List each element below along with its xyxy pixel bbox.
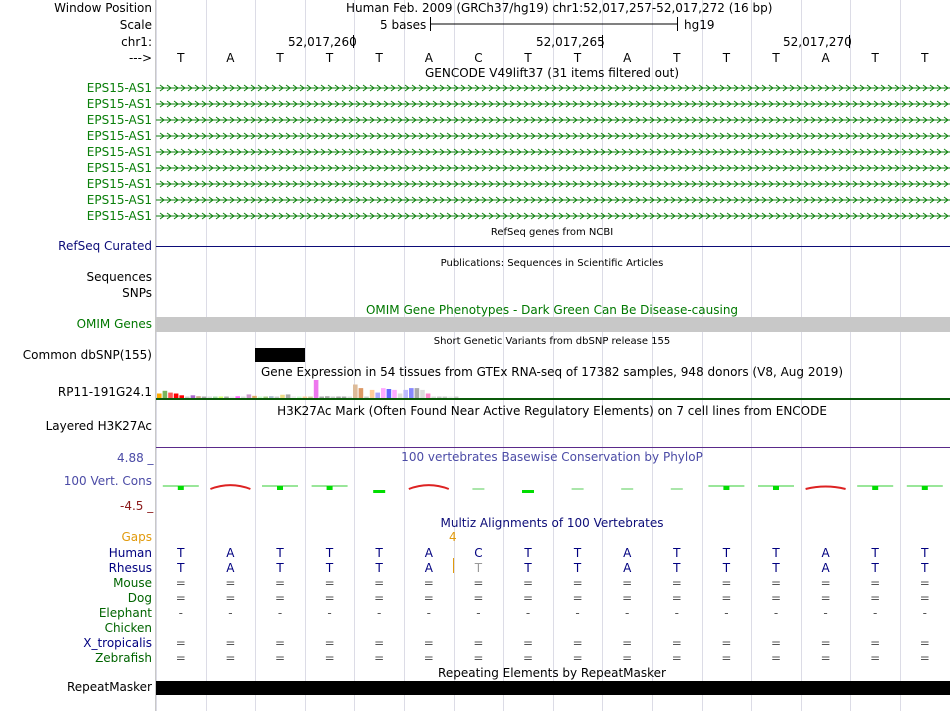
alignment-base: T xyxy=(673,546,681,560)
alignment-base: = xyxy=(820,591,831,605)
alignment-base: = xyxy=(473,591,484,605)
alignment-base: = xyxy=(770,591,782,605)
gene-label-eps15-as1[interactable]: EPS15-AS1 xyxy=(86,113,152,127)
alignment-base: = xyxy=(522,576,534,590)
repeatmasker-track-title[interactable]: Repeating Elements by RepeatMasker xyxy=(438,666,666,680)
alignment-base: = xyxy=(374,651,385,665)
alignment-base: = xyxy=(919,636,930,650)
gtex-tissue-bar xyxy=(403,390,408,398)
gtex-tissue-bar xyxy=(174,394,179,399)
gtex-tissue-bar xyxy=(308,397,313,399)
alignment-base: T xyxy=(921,546,929,560)
gtex-tissue-bar xyxy=(275,397,280,399)
gtex-tissue-bar xyxy=(431,397,436,399)
dbsnp-track-title[interactable]: Short Genetic Variants from dbSNP release 155 xyxy=(433,336,671,347)
alignment-base: = xyxy=(423,591,434,605)
alignment-base: - xyxy=(625,606,630,620)
dbsnp-track-label[interactable]: Common dbSNP(155) xyxy=(22,348,152,362)
chrom-label: chr1: xyxy=(121,35,152,49)
alignment-base: = xyxy=(919,651,930,665)
gtex-tissue-bar xyxy=(297,397,302,399)
coord-label-1: 52,017,260 xyxy=(288,35,357,49)
gtex-tissue-bar xyxy=(185,397,190,399)
alignment-base: = xyxy=(770,636,782,650)
alignment-base: T xyxy=(177,561,185,575)
gtex-tissue-bar xyxy=(269,396,274,398)
repeatmasker-track-label[interactable]: RepeatMasker xyxy=(66,680,152,694)
alignment-base: - xyxy=(277,606,283,620)
alignment-base: = xyxy=(919,591,930,605)
alignment-base: = xyxy=(324,651,335,665)
gene-label-eps15-as1[interactable]: EPS15-AS1 xyxy=(86,81,152,95)
phylop-track-label[interactable]: 100 Vert. Cons xyxy=(63,474,152,488)
gtex-tissue-bar xyxy=(303,397,308,399)
alignment-base: = xyxy=(622,576,633,590)
species-label[interactable]: Dog xyxy=(127,591,152,605)
gtex-tissue-bar xyxy=(409,388,414,398)
alignment-base: = xyxy=(324,591,335,605)
gtex-tissue-bar xyxy=(252,396,257,398)
gtex-tissue-bar xyxy=(230,397,235,399)
window-position-text: Human Feb. 2009 (GRCh37/hg19) chr1:52,017,257-52,017,272 (16 bp) xyxy=(346,1,773,15)
repeatmasker-bar xyxy=(156,681,950,695)
omim-track-label[interactable]: OMIM Genes xyxy=(76,317,152,331)
alignment-base: = xyxy=(671,576,682,590)
base-letter: T xyxy=(375,51,383,65)
gtex-tissue-bar xyxy=(319,397,324,399)
species-label[interactable]: Rhesus xyxy=(108,561,152,575)
alignment-base: - xyxy=(724,606,729,620)
phylop-track-title[interactable]: 100 vertebrates Basewise Conservation by PhyloP xyxy=(401,450,703,464)
alignment-base: = xyxy=(225,651,236,665)
alignment-base: - xyxy=(525,606,531,620)
alignment-base: = xyxy=(820,636,831,650)
gtex-tissue-bar xyxy=(202,397,207,399)
alignment-base: A xyxy=(424,546,433,560)
gtex-tissue-bar xyxy=(179,395,184,398)
alignment-base: T xyxy=(325,561,334,575)
alignment-base: T xyxy=(474,561,483,575)
phylop-bar xyxy=(922,486,928,490)
gtex-tissue-bar xyxy=(420,390,425,398)
publications-track-title[interactable]: Publications: Sequences in Scientific Articles xyxy=(440,258,664,269)
alignment-base: = xyxy=(423,576,434,590)
alignment-base: = xyxy=(423,651,434,665)
base-letter: T xyxy=(325,51,334,65)
phylop-bar xyxy=(723,486,729,490)
alignment-base: T xyxy=(871,561,879,575)
alignment-base: = xyxy=(274,591,286,605)
species-label[interactable]: X_tropicalis xyxy=(83,636,152,650)
gtex-tissue-bar xyxy=(213,397,218,399)
species-label[interactable]: Mouse xyxy=(113,576,152,590)
gtex-tissue-bar xyxy=(437,397,442,399)
base-letter: T xyxy=(772,51,780,65)
gtex-tissue-bar xyxy=(286,394,291,398)
alignment-base: - xyxy=(228,606,233,620)
alignment-base: - xyxy=(674,606,679,620)
gtex-tissue-bar xyxy=(325,396,330,398)
gtex-tissue-bar xyxy=(398,394,403,399)
alignment-base: A xyxy=(623,561,632,575)
alignment-base: = xyxy=(721,576,732,590)
alignment-base: - xyxy=(873,606,878,620)
gtex-tissue-bar xyxy=(247,394,252,398)
phylop-bar xyxy=(872,486,878,490)
gene-label-eps15-as1[interactable]: EPS15-AS1 xyxy=(86,161,152,175)
phylop-bar xyxy=(327,486,333,490)
alignment-base: = xyxy=(721,591,732,605)
phylop-bar xyxy=(773,486,779,490)
window-position-label: Window Position xyxy=(54,1,152,15)
base-letter: T xyxy=(524,51,532,65)
gtex-tissue-bar xyxy=(443,397,448,399)
alignment-base: = xyxy=(175,576,186,590)
alignment-base: = xyxy=(622,636,633,650)
scale-assembly: hg19 xyxy=(684,18,715,32)
gtex-tissue-bar xyxy=(364,397,369,399)
alignment-base: T xyxy=(722,546,731,560)
alignment-base: T xyxy=(524,561,532,575)
gtex-tissue-bar xyxy=(168,393,173,398)
gtex-tissue-bar xyxy=(207,397,212,399)
phylop-bar xyxy=(210,485,250,489)
alignment-base: = xyxy=(820,576,831,590)
alignment-base: A xyxy=(424,561,433,575)
gtex-tissue-bar xyxy=(235,396,240,398)
alignment-base: = xyxy=(721,651,732,665)
phylop-ymin-label: -4.5 _ xyxy=(120,499,154,513)
scale-text: 5 bases xyxy=(380,18,427,32)
alignment-base: = xyxy=(671,651,682,665)
alignment-base: T xyxy=(772,561,780,575)
coord-label-2: 52,017,265 xyxy=(536,35,605,49)
gtex-tissue-bar xyxy=(314,380,319,398)
alignment-base: = xyxy=(870,636,881,650)
phylop-bar xyxy=(373,490,385,493)
species-label[interactable]: Zebrafish xyxy=(95,651,152,665)
gtex-tissue-bar xyxy=(219,397,224,399)
alignment-base: = xyxy=(274,576,286,590)
alignment-base: T xyxy=(921,561,929,575)
phylop-bar xyxy=(806,487,846,490)
strand-arrow-label: ---> xyxy=(128,51,152,65)
omim-bar xyxy=(156,317,950,332)
alignment-base: T xyxy=(573,546,582,560)
alignment-base: = xyxy=(572,651,583,665)
refseq-track-label[interactable]: RefSeq Curated xyxy=(58,239,152,253)
base-letter: A xyxy=(226,51,235,65)
alignment-base: T xyxy=(722,561,731,575)
base-letter: T xyxy=(276,51,284,65)
base-letter: T xyxy=(573,51,582,65)
gtex-tissue-bar xyxy=(224,397,229,399)
alignment-base: = xyxy=(473,576,484,590)
gtex-tissue-bar xyxy=(336,397,341,399)
alignment-base: = xyxy=(473,651,484,665)
alignment-base: = xyxy=(175,591,186,605)
publications-label-snps[interactable]: SNPs xyxy=(122,286,152,300)
gtex-tissue-bar xyxy=(280,395,285,398)
base-letter: T xyxy=(921,51,929,65)
alignment-base: - xyxy=(922,606,927,620)
alignment-base: = xyxy=(572,636,583,650)
multiz-track-title[interactable]: Multiz Alignments of 100 Vertebrates xyxy=(440,516,664,530)
alignment-base: T xyxy=(375,561,383,575)
alignment-base: T xyxy=(276,546,284,560)
alignment-base: = xyxy=(175,651,186,665)
alignment-base: = xyxy=(671,591,682,605)
gtex-tissue-bar xyxy=(375,393,380,398)
species-label[interactable]: Human xyxy=(108,546,152,560)
gtex-tissue-bar xyxy=(347,397,352,399)
alignment-base: = xyxy=(225,636,236,650)
alignment-base: = xyxy=(870,576,881,590)
gene-label-eps15-as1[interactable]: EPS15-AS1 xyxy=(86,129,152,143)
alignment-base: - xyxy=(377,606,382,620)
gtex-track-label[interactable]: RP11-191G24.1 xyxy=(57,385,152,399)
gtex-tissue-bar xyxy=(426,394,431,399)
gtex-tissue-bar xyxy=(157,394,162,399)
phylop-bar xyxy=(178,486,184,490)
multiz-gaps-label[interactable]: Gaps xyxy=(121,530,152,544)
dbsnp-variant xyxy=(255,348,305,362)
scale-label: Scale xyxy=(119,18,152,32)
alignment-base: = xyxy=(522,651,534,665)
alignment-base: A xyxy=(226,561,235,575)
phylop-bar xyxy=(409,485,449,489)
base-letter: A xyxy=(424,51,433,65)
alignment-base: T xyxy=(325,546,334,560)
alignment-base: C xyxy=(474,546,483,560)
alignment-base: = xyxy=(374,636,385,650)
base-letter: T xyxy=(177,51,185,65)
base-letter: A xyxy=(623,51,632,65)
gtex-tissue-bar xyxy=(342,397,347,399)
alignment-base: - xyxy=(476,606,481,620)
gtex-tissue-bar xyxy=(191,395,196,398)
multiz-gap-count: 4 xyxy=(449,530,457,544)
species-label[interactable]: Chicken xyxy=(104,621,152,635)
gtex-tissue-bar xyxy=(415,388,420,398)
alignment-base: A xyxy=(226,546,235,560)
gene-label-eps15-as1[interactable]: EPS15-AS1 xyxy=(86,97,152,111)
alignment-base: = xyxy=(622,591,633,605)
alignment-base: = xyxy=(274,636,286,650)
gtex-tissue-bar xyxy=(163,391,168,398)
alignment-base: = xyxy=(919,576,930,590)
gencode-track-title[interactable]: GENCODE V49lift37 (31 items filtered out) xyxy=(424,66,680,80)
alignment-base: = xyxy=(175,636,186,650)
alignment-base: = xyxy=(870,651,881,665)
h3k27ac-track-title[interactable]: H3K27Ac Mark (Often Found Near Active Regulatory Elements) on 7 cell lines from ENCODE xyxy=(277,404,827,418)
alignment-base: T xyxy=(871,546,879,560)
gtex-track-title[interactable]: Gene Expression in 54 tissues from GTEx RNA-seq of 17382 samples, 948 donors (V8, Aug 2019) xyxy=(260,365,844,379)
alignment-base: - xyxy=(773,606,779,620)
alignment-base: T xyxy=(524,546,532,560)
gtex-tissue-bar xyxy=(381,388,386,398)
gtex-tissue-bar xyxy=(331,397,336,399)
phylop-ymax-label: 4.88 _ xyxy=(117,451,154,465)
alignment-base: A xyxy=(821,561,830,575)
gene-label-eps15-as1[interactable]: EPS15-AS1 xyxy=(86,193,152,207)
alignment-base: T xyxy=(673,561,681,575)
base-letter: T xyxy=(871,51,879,65)
alignment-base: A xyxy=(623,546,632,560)
alignment-base: = xyxy=(770,576,782,590)
h3k27ac-track-label[interactable]: Layered H3K27Ac xyxy=(45,419,152,433)
alignment-base: = xyxy=(522,636,534,650)
base-letter: T xyxy=(673,51,681,65)
alignment-base: = xyxy=(324,636,335,650)
alignment-base: = xyxy=(225,591,236,605)
publications-label-sequences[interactable]: Sequences xyxy=(86,270,152,284)
coord-label-3: 52,017,270 xyxy=(783,35,852,49)
alignment-base: T xyxy=(177,546,185,560)
alignment-base: = xyxy=(473,636,484,650)
omim-track-title[interactable]: OMIM Gene Phenotypes - Dark Green Can Be Disease-causing xyxy=(365,303,739,317)
gtex-tissue-bar xyxy=(387,389,392,398)
alignment-base: T xyxy=(276,561,284,575)
alignment-base: = xyxy=(374,591,385,605)
alignment-base: - xyxy=(327,606,332,620)
base-letter: T xyxy=(722,51,731,65)
gtex-tissue-bar xyxy=(370,390,375,398)
gene-label-eps15-as1[interactable]: EPS15-AS1 xyxy=(86,209,152,223)
gene-label-eps15-as1[interactable]: EPS15-AS1 xyxy=(86,145,152,159)
alignment-base: A xyxy=(821,546,830,560)
alignment-base: T xyxy=(772,546,780,560)
gtex-tissue-bar xyxy=(359,388,364,398)
gtex-tissue-bar xyxy=(263,397,268,399)
alignment-base: - xyxy=(426,606,431,620)
species-label[interactable]: Elephant xyxy=(98,606,152,620)
base-letter: A xyxy=(821,51,830,65)
base-letter: C xyxy=(474,51,483,65)
alignment-base: = xyxy=(274,651,286,665)
alignment-base: = xyxy=(572,591,583,605)
alignment-base: = xyxy=(671,636,682,650)
gtex-tissue-bar xyxy=(196,396,201,398)
gene-label-eps15-as1[interactable]: EPS15-AS1 xyxy=(86,177,152,191)
alignment-base: = xyxy=(522,591,534,605)
gtex-tissue-bar xyxy=(392,390,397,398)
alignment-base: = xyxy=(770,651,782,665)
gtex-tissue-bar xyxy=(353,385,358,399)
refseq-track-title[interactable]: RefSeq genes from NCBI xyxy=(490,227,614,238)
alignment-base: = xyxy=(721,636,732,650)
alignment-base: = xyxy=(622,651,633,665)
alignment-base: - xyxy=(575,606,580,620)
gtex-tissue-bar xyxy=(454,397,459,399)
gtex-tissue-bar xyxy=(241,397,246,399)
alignment-base: = xyxy=(870,591,881,605)
alignment-base: = xyxy=(225,576,236,590)
gtex-tissue-bar xyxy=(291,396,296,398)
alignment-base: = xyxy=(324,576,335,590)
phylop-bar xyxy=(522,490,534,493)
alignment-base: = xyxy=(423,636,434,650)
alignment-base: T xyxy=(375,546,383,560)
gtex-tissue-bar xyxy=(448,397,453,399)
alignment-base: = xyxy=(572,576,583,590)
alignment-base: = xyxy=(374,576,385,590)
alignment-base: - xyxy=(823,606,828,620)
alignment-base: = xyxy=(820,651,831,665)
alignment-base: - xyxy=(178,606,183,620)
gtex-tissue-bar xyxy=(258,397,263,399)
alignment-base: T xyxy=(573,561,582,575)
phylop-bar xyxy=(277,486,283,490)
